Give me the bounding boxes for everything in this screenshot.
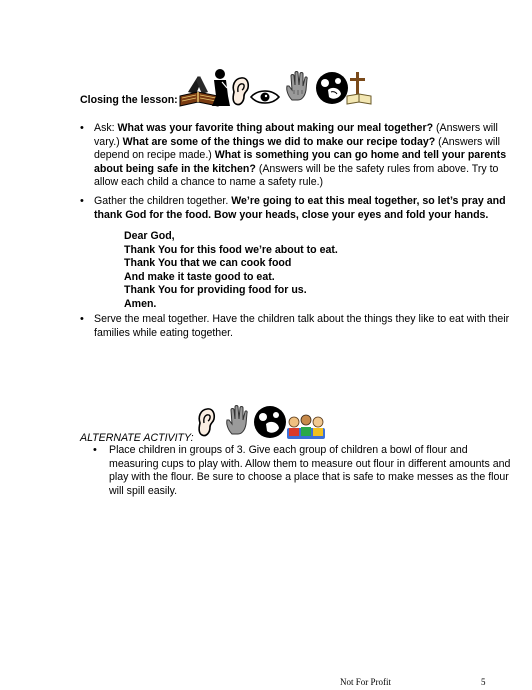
bullet-marker: •: [80, 195, 84, 207]
bullet-text-run: (Answers will be the safety rules from above. Try to allow each child a chance to name a safety rule.): [94, 162, 499, 189]
bullet-text-run: What are some of the things we did to make our recipe today?: [122, 135, 436, 148]
bullet-marker: •: [80, 313, 84, 325]
bullet-serve-meal: [94, 313, 519, 340]
prayer-line: Dear God,: [124, 230, 175, 242]
bullet-text-run: Serve the meal together. Have the children talk about the things they like to eat with their families while eating together.: [94, 313, 510, 339]
footer-label: Not For Profit: [340, 677, 392, 687]
bullet-gather-children: [94, 195, 519, 222]
hand-icon: [224, 404, 250, 436]
cross-bible-icon: [344, 70, 374, 108]
children-group-icon: [286, 412, 326, 440]
bullet-text-run: Gather the children together.: [94, 195, 232, 207]
bullet-text-run: (Answers will vary.): [94, 122, 498, 148]
bullet-marker: •: [93, 444, 97, 456]
kneeling-child-icon: [208, 68, 232, 108]
closing-heading: Closing the lesson:: [80, 94, 178, 106]
prayer-line: Thank You that we can cook food: [124, 257, 292, 270]
prayer-line: And make it taste good to eat.: [124, 270, 275, 283]
bullet-marker: •: [80, 122, 84, 134]
ear-icon: [196, 406, 216, 440]
alternate-activity-text: Place children in groups of 3. Give each group of children a bowl of flour and measuring cups to play with. Allow them to measure out flour in different amounts and play with the flour. Be sure to choose a place that is safe to make messes as the flour will spill easily.: [109, 444, 511, 497]
prayer-line: Amen.: [124, 297, 157, 310]
bullet-text-run: (Answers will depend on recipe made.): [94, 135, 500, 162]
head-thinking-icon: [252, 404, 288, 440]
bullet-text-run: What is something you can go home and tell your parents about being safe in the kitchen?: [94, 149, 507, 175]
prayer-line: Thank You for providing food for us.: [124, 284, 307, 297]
bullet-ask-questions: [94, 122, 519, 190]
hand-icon: [284, 70, 310, 102]
eye-icon: [250, 88, 280, 106]
page-number: 5: [481, 677, 486, 687]
prayer-block: [124, 230, 338, 312]
prayer-line: Thank You for this food we’re about to eat.: [124, 243, 338, 256]
bullet-text-run: Ask:: [94, 122, 118, 134]
ear-icon: [230, 76, 250, 108]
bullet-text-run: What was your favorite thing about making our meal together?: [117, 122, 434, 134]
alternate-activity-heading: ALTERNATE ACTIVITY:: [80, 432, 194, 444]
bullet-text-run: We’re going to eat this meal together, so let’s pray and thank God for the food. Bow your heads, close your eyes and fold your hands.: [94, 195, 506, 221]
